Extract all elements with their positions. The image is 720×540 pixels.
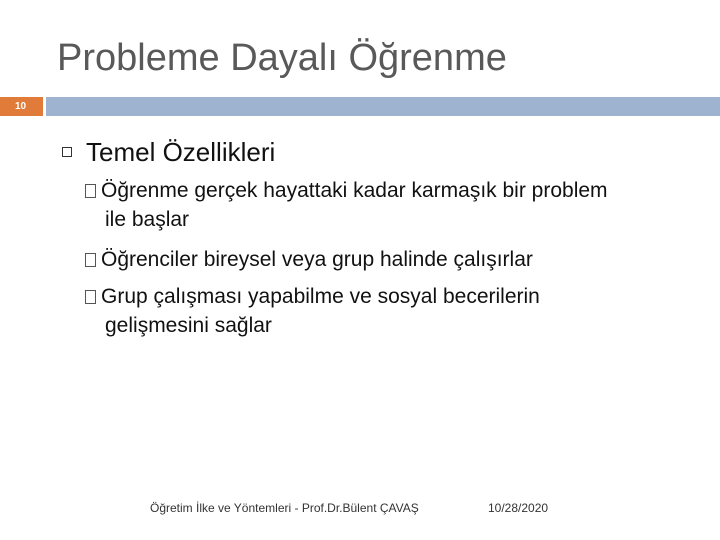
- slide-number-badge: 10: [0, 97, 43, 116]
- sub-bullet-text: Öğrenme gerçek hayattaki kadar karmaşık bir problem: [101, 179, 608, 202]
- sub-bullet-3: [85, 282, 695, 340]
- main-bullet: [62, 135, 275, 169]
- box-bullet-icon: [85, 290, 96, 304]
- sub-bullet-continuation: ile başlar: [105, 208, 190, 231]
- square-bullet-icon: [62, 147, 72, 157]
- sub-bullet-text: Öğrenciler bireysel veya grup halinde çalışırlar: [101, 248, 533, 271]
- sub-bullet-2: [85, 245, 695, 274]
- box-bullet-icon: [85, 253, 96, 267]
- slide-title: Probleme Dayalı Öğrenme: [57, 37, 507, 79]
- main-bullet-text: Temel Özellikleri: [86, 137, 276, 167]
- sub-bullet-continuation: gelişmesini sağlar: [105, 314, 272, 337]
- footer-author: Öğretim İlke ve Yöntemleri - Prof.Dr.Bülent ÇAVAŞ: [150, 501, 419, 515]
- footer-date: 10/28/2020: [488, 501, 549, 515]
- sub-bullet-1: [85, 176, 695, 234]
- box-bullet-icon: [85, 184, 96, 198]
- title-divider-bar: [46, 97, 720, 116]
- sub-bullet-text: Grup çalışması yapabilme ve sosyal becerilerin: [101, 285, 540, 308]
